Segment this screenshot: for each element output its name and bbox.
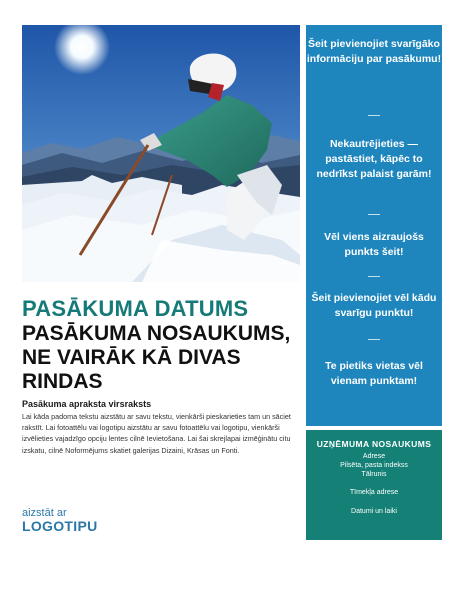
company-panel <box>306 430 442 540</box>
description-body: Lai kāda padoma tekstu aizstātu ar savu tekstu, vienkārši pieskarieties tam un sāciet rakstīt. Lai fotoattēlu vai logotipu aizstātu ar savu fotoattēlu vai logotipu, vienkārši izvēlieties vajadzīgo opciju lentes cilnē Ievietošana. Lai šai skrejlapai izmēģinātu citu izskatu, cilnē Noformējums skatiet galerijas Dizaini, Krāsas un Fonti. <box>22 412 291 455</box>
separator <box>368 115 380 116</box>
skier-photo <box>22 25 300 282</box>
event-date: PASĀKUMA DATUMS <box>22 296 249 321</box>
company-name: UZŅĒMUMA NOSAUKUMS <box>316 439 432 449</box>
highlight-point-2: Nekautrējieties — pastāstiet, kāpēc to nedrīkst palaist garām! <box>316 138 432 180</box>
logo-line-2: LOGOTIPU <box>22 518 98 534</box>
logo-line-1: aizstāt ar <box>22 507 67 519</box>
event-name: PASĀKUMA NOSAUKUMS, NE VAIRĀK KĀ DIVAS RINDAS <box>22 322 291 393</box>
company-phone: Tālrunis <box>361 471 387 478</box>
description-heading: Pasākuma apraksta virsraksts <box>22 399 152 409</box>
separator <box>368 214 380 215</box>
separator <box>368 276 380 277</box>
highlights-panel <box>306 25 442 426</box>
highlight-point-3: Vēl viens aizraujošs punkts šeit! <box>324 231 424 258</box>
company-datetime: Datumi un laiki <box>351 508 397 515</box>
highlight-point-1: Šeit pievienojiet svarīgāko informāciju par pasākumu! <box>306 38 442 65</box>
company-web: Tīmekļa adrese <box>349 489 399 496</box>
highlight-point-5: Te pietiks vietas vēl vienam punktam! <box>325 360 423 387</box>
company-city: Pilsēta, pasta indekss <box>340 462 408 469</box>
logo-placeholder[interactable] <box>22 508 98 533</box>
company-address: Adrese <box>362 453 386 460</box>
highlight-point-4: Šeit pievienojiet vēl kādu svarīgu punktu! <box>311 292 437 319</box>
separator <box>368 339 380 340</box>
